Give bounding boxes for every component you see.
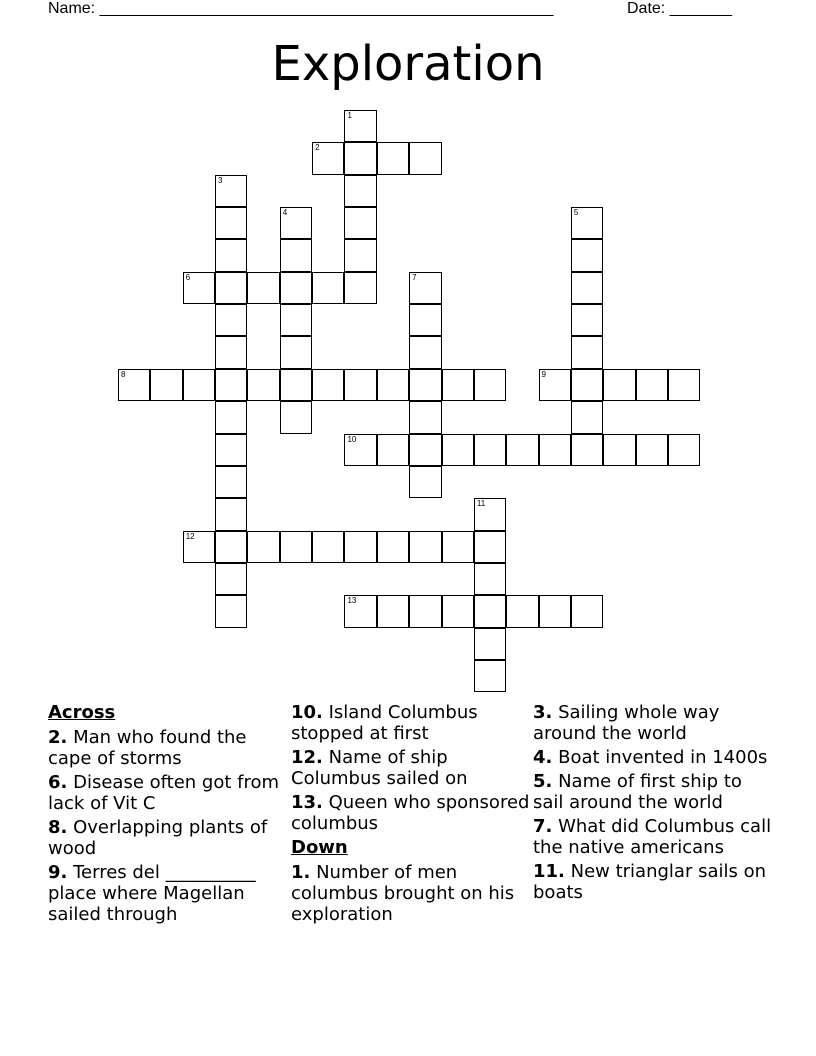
- grid-cell[interactable]: [377, 142, 409, 174]
- clue-item: [291, 862, 531, 925]
- grid-cell[interactable]: [280, 401, 312, 433]
- grid-cell[interactable]: [409, 466, 441, 498]
- grid-cell[interactable]: [474, 595, 506, 627]
- grid-cell[interactable]: [344, 595, 376, 627]
- clue-item-text: Island Columbus stopped at first: [291, 702, 478, 744]
- grid-cell[interactable]: [280, 239, 312, 271]
- grid-cell[interactable]: [344, 239, 376, 271]
- grid-cell[interactable]: [215, 401, 247, 433]
- across-heading: Across: [48, 702, 116, 723]
- clue-item: [291, 792, 531, 834]
- clue-item: [533, 702, 773, 744]
- grid-cell[interactable]: [409, 595, 441, 627]
- grid-cell[interactable]: [183, 369, 215, 401]
- grid-cell[interactable]: [571, 401, 603, 433]
- grid-cell[interactable]: [474, 660, 506, 692]
- grid-cell[interactable]: [442, 369, 474, 401]
- clue-item-text: Name of first ship to sail around the world: [533, 771, 742, 813]
- clue-number: 8: [121, 369, 126, 379]
- grid-cell[interactable]: [280, 304, 312, 336]
- grid-cell[interactable]: [409, 369, 441, 401]
- grid-cell[interactable]: [409, 304, 441, 336]
- clue-number: 12: [185, 531, 195, 541]
- grid-cell[interactable]: [215, 272, 247, 304]
- grid-cell[interactable]: [215, 175, 247, 207]
- clue-item-text: Boat invented in 1400s: [552, 747, 768, 768]
- grid-cell[interactable]: [506, 595, 538, 627]
- grid-cell[interactable]: [118, 369, 150, 401]
- grid-cell[interactable]: [344, 272, 376, 304]
- grid-cell[interactable]: [377, 369, 409, 401]
- clue-number: 2: [315, 143, 320, 153]
- grid-cell[interactable]: [409, 434, 441, 466]
- grid-cell[interactable]: [247, 531, 279, 563]
- clue-item: [291, 702, 531, 744]
- clue-number: 9: [541, 369, 546, 379]
- grid-cell[interactable]: [312, 369, 344, 401]
- grid-cell[interactable]: [636, 434, 668, 466]
- grid-cell[interactable]: [150, 369, 182, 401]
- grid-cell[interactable]: [571, 369, 603, 401]
- grid-cell[interactable]: [344, 142, 376, 174]
- grid-cell[interactable]: [668, 434, 700, 466]
- grid-cell[interactable]: [215, 466, 247, 498]
- grid-cell[interactable]: [442, 434, 474, 466]
- grid-cell[interactable]: [539, 369, 571, 401]
- grid-cell[interactable]: [668, 369, 700, 401]
- clue-item: [291, 747, 531, 789]
- clue-number: 4: [282, 208, 288, 218]
- clue-item-text: Man who found the cape of storms: [48, 727, 247, 769]
- grid-cell[interactable]: [571, 239, 603, 271]
- grid-cell[interactable]: [474, 369, 506, 401]
- clue-item: [533, 816, 773, 858]
- clue-number: 3: [218, 175, 223, 185]
- grid-cell[interactable]: [506, 434, 538, 466]
- clue-item: [48, 727, 288, 769]
- grid-cell[interactable]: [571, 595, 603, 627]
- clue-item-number: 10.: [291, 702, 323, 723]
- grid-cell[interactable]: [312, 531, 344, 563]
- grid-cell[interactable]: [312, 142, 344, 174]
- grid-cell[interactable]: [215, 239, 247, 271]
- grid-cell[interactable]: [215, 498, 247, 530]
- clue-item: [48, 862, 288, 925]
- clue-item-number: 2.: [48, 727, 68, 748]
- grid-cell[interactable]: [215, 304, 247, 336]
- grid-cell[interactable]: [571, 207, 603, 239]
- grid-cell[interactable]: [344, 207, 376, 239]
- grid-cell[interactable]: [474, 563, 506, 595]
- grid-cell[interactable]: [215, 369, 247, 401]
- grid-cell[interactable]: [215, 207, 247, 239]
- grid-cell[interactable]: [539, 595, 571, 627]
- grid-cell[interactable]: [215, 595, 247, 627]
- clue-item: [48, 817, 288, 859]
- name-label: Name:: [48, 0, 100, 17]
- grid-cell[interactable]: [409, 401, 441, 433]
- grid-cell[interactable]: [215, 336, 247, 368]
- clue-item-text: Terres del __________ place where Magellan sailed through: [48, 862, 256, 925]
- grid-cell[interactable]: [183, 272, 215, 304]
- clue-item: [533, 861, 773, 903]
- grid-cell[interactable]: [280, 207, 312, 239]
- clue-item-number: 3.: [533, 702, 553, 723]
- clue-item-number: 4.: [533, 747, 553, 768]
- clue-number: 10: [347, 434, 357, 444]
- grid-cell[interactable]: [377, 434, 409, 466]
- clue-item-text: Queen who sponsored columbus: [291, 792, 530, 834]
- grid-cell[interactable]: [539, 434, 571, 466]
- clue-number: 6: [185, 272, 191, 282]
- grid-cell[interactable]: [344, 175, 376, 207]
- clue-column-1: [48, 702, 288, 928]
- clue-item-number: 13.: [291, 792, 323, 813]
- clue-item-number: 11.: [533, 861, 565, 882]
- grid-cell[interactable]: [183, 531, 215, 563]
- clue-item: [533, 771, 773, 813]
- grid-cell[interactable]: [247, 272, 279, 304]
- clue-item-number: 1.: [291, 862, 311, 883]
- grid-cell[interactable]: [280, 369, 312, 401]
- clue-item-text: Name of ship Columbus sailed on: [291, 747, 468, 789]
- grid-cell[interactable]: [442, 531, 474, 563]
- grid-cell[interactable]: [409, 336, 441, 368]
- grid-cell[interactable]: [215, 563, 247, 595]
- grid-cell[interactable]: [474, 628, 506, 660]
- grid-cell[interactable]: [377, 531, 409, 563]
- clue-item-number: 6.: [48, 772, 68, 793]
- clue-item-text: What did Columbus call the native americans: [533, 816, 772, 858]
- grid-cell[interactable]: [280, 336, 312, 368]
- clue-number: 5: [573, 208, 579, 218]
- date-line[interactable]: _______: [669, 0, 732, 17]
- clue-item-number: 8.: [48, 817, 68, 838]
- clue-column-3: [533, 702, 773, 906]
- grid-cell[interactable]: [409, 142, 441, 174]
- grid-cell[interactable]: [603, 434, 635, 466]
- clue-column-2: [291, 702, 531, 928]
- clue-item-number: 9.: [48, 862, 68, 883]
- grid-cell[interactable]: [571, 272, 603, 304]
- clue-number: 7: [412, 272, 417, 282]
- clue-number: 1: [347, 111, 352, 120]
- date-label: Date:: [627, 0, 670, 17]
- grid-cell[interactable]: [571, 434, 603, 466]
- grid-cell[interactable]: [474, 498, 506, 530]
- grid-cell[interactable]: [312, 272, 344, 304]
- grid-cell[interactable]: [344, 110, 376, 142]
- grid-cell[interactable]: [474, 531, 506, 563]
- grid-cell[interactable]: [344, 369, 376, 401]
- grid-cell[interactable]: [603, 369, 635, 401]
- grid-cell[interactable]: [280, 531, 312, 563]
- clue-item-number: 7.: [533, 816, 553, 837]
- clue-item-text: Number of men columbus brought on his exploration: [291, 862, 515, 925]
- clue-number: 11: [476, 499, 486, 509]
- grid-cell[interactable]: [571, 336, 603, 368]
- grid-cell[interactable]: [571, 304, 603, 336]
- grid-cell[interactable]: [409, 272, 441, 304]
- clue-item-text: Sailing whole way around the world: [533, 702, 720, 744]
- grid-cell[interactable]: [280, 272, 312, 304]
- clue-item: [48, 772, 288, 814]
- grid-cell[interactable]: [474, 434, 506, 466]
- grid-cell[interactable]: [215, 434, 247, 466]
- down-heading: Down: [291, 837, 348, 858]
- clue-item-number: 5.: [533, 771, 553, 792]
- grid-cell[interactable]: [636, 369, 668, 401]
- grid-cell[interactable]: [442, 595, 474, 627]
- grid-cell[interactable]: [247, 369, 279, 401]
- clue-item-text: Disease often got from lack of Vit C: [48, 772, 280, 814]
- clue-item-text: New trianglar sails on boats: [533, 861, 767, 903]
- clue-item-number: 12.: [291, 747, 323, 768]
- clue-item-text: Overlapping plants of wood: [48, 817, 268, 859]
- grid-cell[interactable]: [344, 434, 376, 466]
- clue-number: 13: [347, 596, 357, 606]
- clue-item: [533, 747, 773, 768]
- grid-cell[interactable]: [344, 531, 376, 563]
- name-line[interactable]: ___________________________________________________: [99, 0, 554, 17]
- grid-cell[interactable]: [409, 531, 441, 563]
- page-title: Exploration: [271, 36, 545, 92]
- grid-cell[interactable]: [215, 531, 247, 563]
- grid-cell[interactable]: [377, 595, 409, 627]
